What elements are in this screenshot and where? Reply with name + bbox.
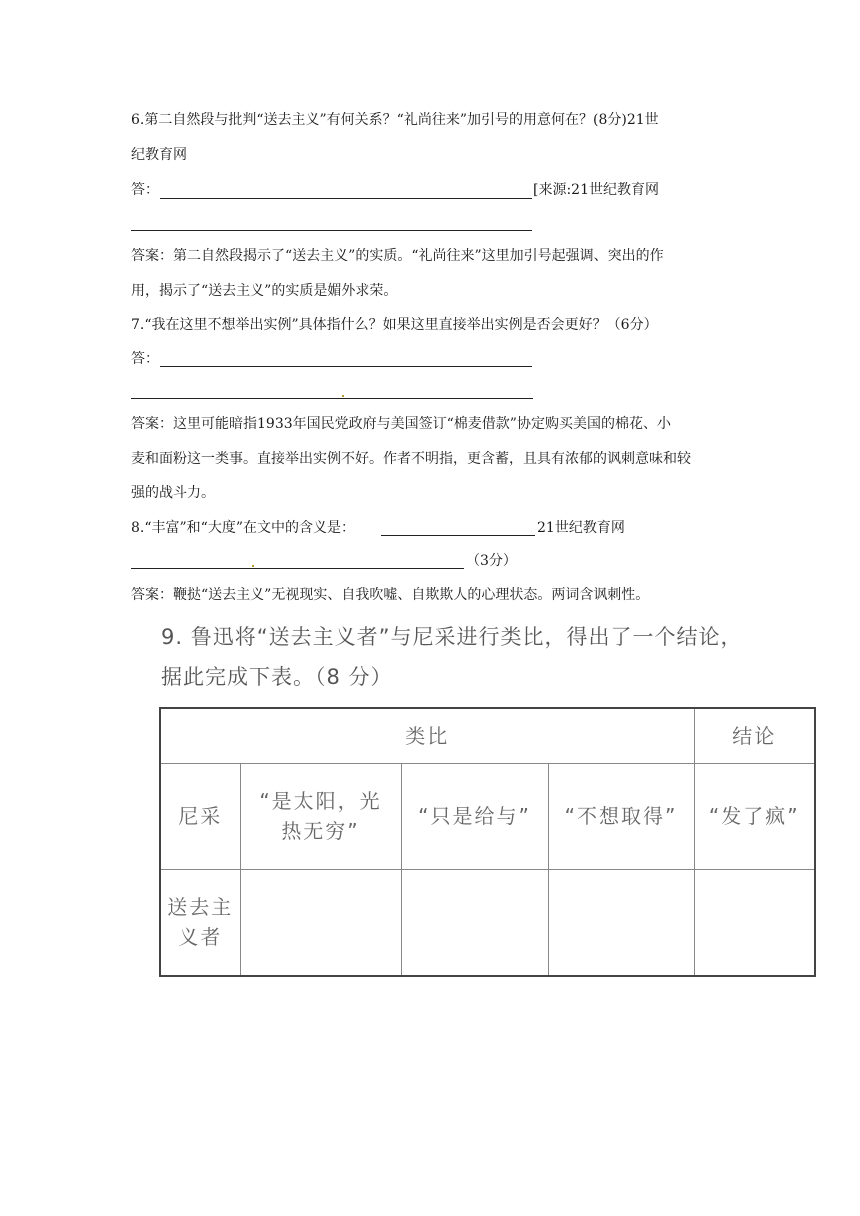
table-cell-went-mad: “发了疯” xyxy=(694,763,815,869)
q7-answer-blank-2[interactable] xyxy=(131,398,533,399)
table-row-label-nietzsche: 尼采 xyxy=(160,763,240,869)
table-answer-cell-4[interactable] xyxy=(694,869,815,976)
table-answer-cell-2[interactable] xyxy=(401,869,548,976)
q8-text-prefix: 8.“丰富”和“大度”在文中的含义是： xyxy=(131,520,355,536)
q7-answer-line1: 答案：这里可能暗指1933年国民党政府与美国签订“棉麦借款”协定购买美国的棉花、小 xyxy=(131,416,671,432)
q6-answer-blank-2[interactable] xyxy=(131,230,532,231)
q6-source-note: [来源:21世纪教育网 xyxy=(533,182,659,198)
q6-text-line2: 纪教育网 xyxy=(131,147,187,163)
q6-answer-prefix: 答： xyxy=(131,182,159,198)
table-answer-cell-3[interactable] xyxy=(548,869,694,976)
stray-dot-mark xyxy=(252,565,254,567)
q8-answer: 答案：鞭挞“送去主义”无视现实、自我吹嘘、自欺欺人的心理状态。两词含讽刺性。 xyxy=(131,587,650,603)
table-header-analogy: 类比 xyxy=(160,708,694,763)
table-header-conclusion: 结论 xyxy=(694,708,815,763)
q9-text-line1: 9. 鲁迅将“送去主义者”与尼采进行类比，得出了一个结论， xyxy=(161,625,743,649)
q6-answer-blank-1[interactable] xyxy=(160,198,532,199)
q7-answer-line3: 强的战斗力。 xyxy=(131,485,215,501)
q7-answer-line2: 麦和面粉这一类事。直接举出实例不好。作者不明指，更含蓄，且具有浓郁的讽刺意味和较 xyxy=(131,451,691,467)
table-answer-cell-1[interactable] xyxy=(240,869,401,976)
q6-text-line1: 6.第二自然段与批判“送去主义”有何关系？“礼尚往来”加引号的用意何在？(8分)21世 xyxy=(131,112,659,128)
q8-text-suffix: 21世纪教育网 xyxy=(537,520,625,536)
q7-text-line1: 7.“我在这里不想举出实例”具体指什么？如果这里直接举出实例是否会更好？（6分） xyxy=(131,317,658,333)
table-cell-only-give: “只是给与” xyxy=(401,763,548,869)
table-row-label-sender: 送去主义者 xyxy=(160,869,240,976)
q9-text-line2: 据此完成下表。（8 分） xyxy=(161,665,393,689)
q7-answer-prefix: 答： xyxy=(131,351,159,367)
stray-dot-mark xyxy=(342,395,344,397)
q6-answer-line2: 用，揭示了“送去主义”的实质是媚外求荣。 xyxy=(131,283,398,299)
q7-answer-blank-1[interactable] xyxy=(160,366,532,367)
q8-points: （3分） xyxy=(466,553,517,569)
table-cell-not-take: “不想取得” xyxy=(548,763,694,869)
analogy-table xyxy=(159,707,816,977)
q8-answer-blank-2[interactable] xyxy=(131,568,464,569)
table-cell-sun: “是太阳，光热无穷” xyxy=(240,763,401,869)
q6-answer-line1: 答案：第二自然段揭示了“送去主义”的实质。“礼尚往来”这里加引号起强调、突出的作 xyxy=(131,248,664,264)
q8-answer-blank-1[interactable] xyxy=(381,535,535,536)
